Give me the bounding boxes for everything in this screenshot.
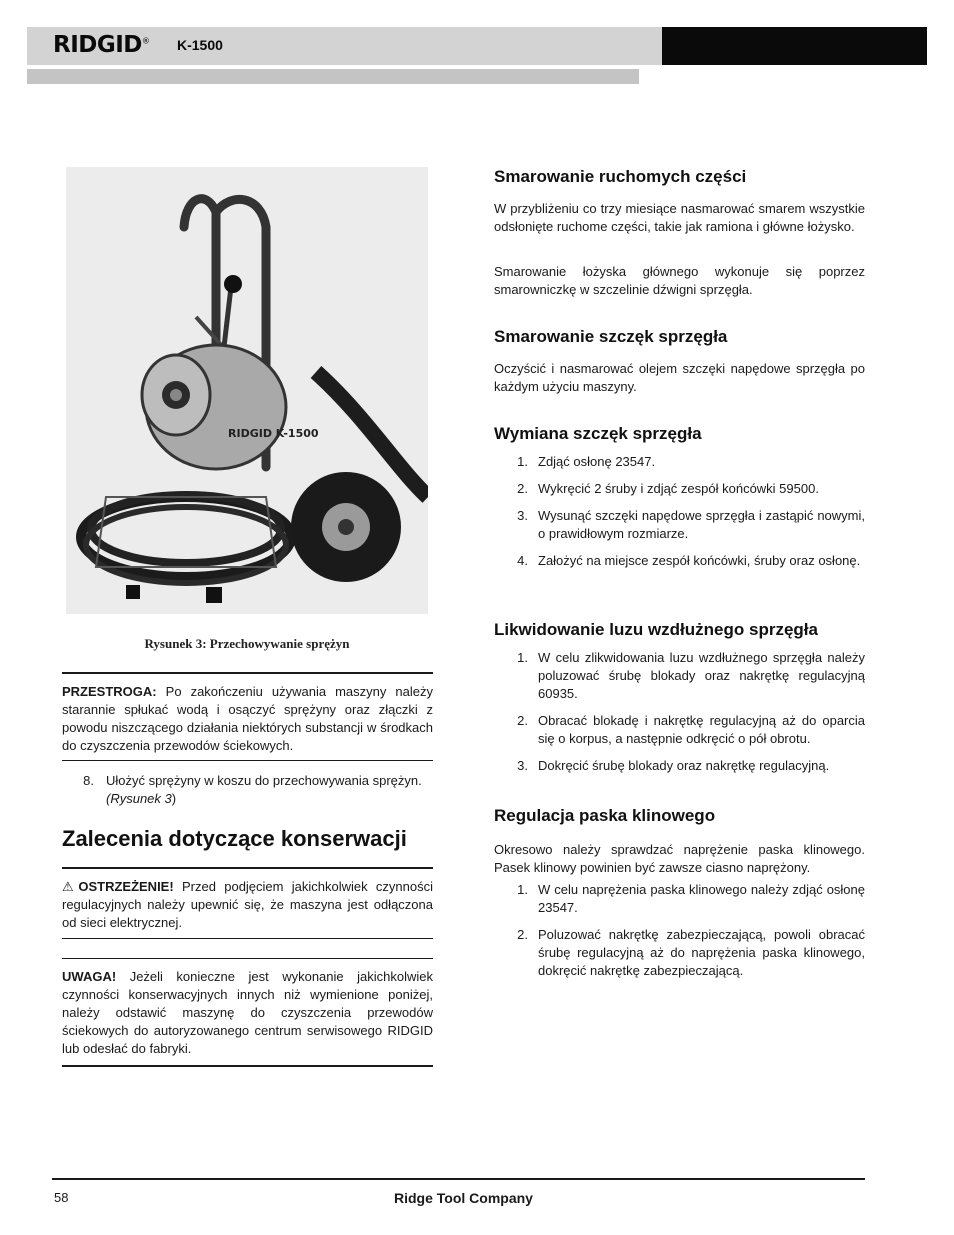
item-text: Zdjąć osłonę 23547. [538, 454, 656, 469]
list-item [506, 757, 865, 775]
list-item [506, 507, 865, 543]
list-item [506, 453, 865, 471]
item-text: W celu naprężenia paska klinowego należy zdjąć osłonę 23547. [538, 882, 865, 915]
list-item [72, 772, 433, 812]
company-name: Ridge Tool Company [394, 1190, 533, 1206]
list-item [506, 649, 865, 703]
model-name: K-1500 [177, 37, 223, 53]
step8-close: ) [171, 791, 177, 806]
item-text: Dokręcić śrubę blokady oraz nakrętkę regulacyjną. [538, 758, 830, 773]
heading-lubricate-clutch-jaws: Smarowanie szczęk sprzęgła [494, 327, 728, 346]
step8-text: Ułożyć sprężyny w koszu do przechowywania sprężyn. [106, 773, 422, 788]
item-number: 4. [517, 553, 528, 568]
item-text: Wysunąć szczęki napędowe sprzęgła i zastąpić nowymi, o prawidłowym rozmiarze. [538, 508, 865, 541]
notice-paragraph [62, 968, 433, 1058]
notice-text: Jeżeli konieczne jest wykonanie jakichkolwiek czynności konserwacyjnych innych niż wymienione poniżej, należy odstawić maszynę do czyszczenia przewodów ściekowych do autoryzowanego centrum serwisowego RIDGID lub odesłać do fabryki. [62, 969, 433, 1056]
item-text: Założyć na miejsce zespół końcówki, śruby oraz osłonę. [538, 553, 861, 568]
item-number: 3. [517, 508, 528, 523]
step-text [106, 772, 433, 808]
warning-bottom-rule [62, 938, 433, 939]
item-number: 1. [517, 650, 528, 665]
caution-top-rule [62, 672, 433, 674]
item-text: Poluzować nakrętkę zabezpieczającą, powoli obracać śrubę regulacyjną aż do naprężenia paska klinowego, dokręcić nakrętkę zabezpieczającą. [538, 927, 865, 978]
caution-paragraph [62, 683, 433, 755]
notice-label: UWAGA! [62, 969, 117, 984]
notice-top-rule [62, 958, 433, 959]
machine-photo [66, 167, 428, 614]
item-text: Wykręcić 2 śruby i zdjąć zespół końcówki 59500. [538, 481, 819, 496]
list-item [506, 552, 865, 588]
heading-replace-clutch-jaws: Wymiana szczęk sprzęgła [494, 424, 702, 443]
photo-lettering: RIDGID K-1500 [228, 427, 319, 440]
caution-label: PRZESTROGA: [62, 684, 157, 699]
list-item [506, 712, 865, 748]
figure-reference: (Rysunek 3 [106, 791, 172, 806]
item-number: 1. [517, 454, 528, 469]
paragraph: W przybliżeniu co trzy miesiące nasmarować smarem wszystkie odsłonięte ruchome części, takie jak ramiona i główne łożysko. [494, 201, 865, 234]
footer-rule [52, 1178, 865, 1180]
caution-bottom-rule [62, 760, 433, 761]
warning-paragraph [62, 878, 433, 932]
notice-bottom-rule [62, 1065, 433, 1067]
list-item [506, 881, 865, 917]
list-item [506, 926, 865, 980]
header-black-block [662, 27, 927, 65]
item-number: 2. [517, 713, 528, 728]
warning-label: OSTRZEŻENIE! [78, 879, 174, 894]
warning-text: Przed podjęciem jakichkolwiek czynności regulacyjnych należy upewnić się, że maszyna jest odłączona od sieci elektrycznej. [62, 879, 433, 930]
heading-v-belt-adjustment: Regulacja paska klinowego [494, 806, 716, 825]
step-number: 8. [83, 773, 94, 788]
heading-clutch-end-play: Likwidowanie luzu wzdłużnego sprzęgła [494, 620, 818, 639]
header-stripe [27, 69, 639, 84]
paragraph: Smarowanie łożyska głównego wykonuje się poprzez smarowniczkę w szczelinie dźwigni sprzęgła. [494, 264, 865, 297]
warning-icon: ⚠ [62, 879, 79, 894]
item-number: 2. [517, 481, 528, 496]
heading-lubricate-moving-parts: Smarowanie ruchomych części [494, 167, 747, 186]
item-number: 2. [517, 927, 528, 942]
paragraph: Oczyścić i nasmarować olejem szczęki napędowe sprzęgła po każdym użyciu maszyny. [494, 361, 865, 394]
item-number: 3. [517, 758, 528, 773]
figure-caption: Rysunek 3: Przechowywanie sprężyn [144, 636, 350, 651]
brand-name: RIDGID [53, 32, 142, 58]
paragraph: Okresowo należy sprawdzać naprężenie paska klinowego. Pasek klinowy powinien być zawsze ciasno naprężony. [494, 842, 865, 875]
warning-top-rule [62, 867, 433, 869]
list-item [506, 480, 865, 498]
ridgid-logo [53, 32, 149, 58]
brand-mark: ® [141, 36, 150, 46]
page-number: 58 [54, 1190, 69, 1205]
item-text: Obracać blokadę i nakrętkę regulacyjną aż do oparcia się o korpus, a następnie odkręcić o pół obrotu. [538, 713, 865, 746]
item-text: W celu zlikwidowania luzu wzdłużnego sprzęgła należy poluzować śrubę blokady oraz nakrętkę regulacyjną 60935. [538, 650, 865, 701]
section-title: Zalecenia dotyczące konserwacji [62, 826, 407, 851]
caution-text: Po zakończeniu używania maszyny należy starannie spłukać wodą i osączyć sprężyny oraz złączki z powodu niszczącego działania niektórych substancji w środkach do czyszczenia przewodów ściekowych. [62, 684, 433, 753]
page-header [27, 27, 927, 84]
item-number: 1. [517, 882, 528, 897]
